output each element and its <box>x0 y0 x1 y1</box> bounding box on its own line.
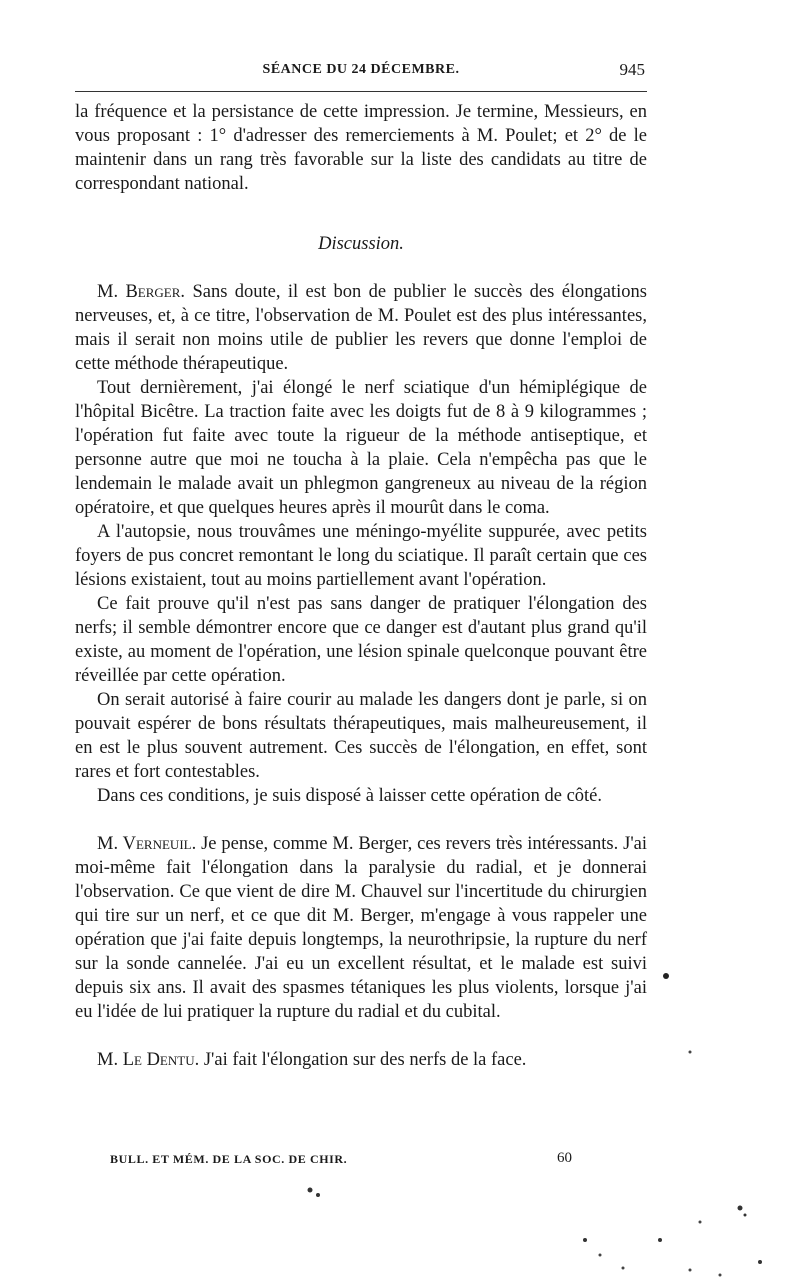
speaker-name: M. Le Dentu. <box>97 1050 200 1070</box>
paragraph: Tout dernièrement, j'ai élongé le nerf sciatique d'un hémiplégique de l'hôpital Bicêtre. La traction faite avec les doigts fut de 8 à 9 kilogrammes ; l'opération fut faite avec toute la rigueur de la méthode antiseptique, et personne autre que moi ne toucha à la plaie. Cela n'empêcha pas que le lendemain le malade avait un phlegmon gangreneux au niveau de la région opératoire, et que quelques heures après il mourût dans le coma. <box>75 378 647 518</box>
running-title: SÉANCE DU 24 DÉCEMBRE. <box>262 62 460 77</box>
journal-reference: BULL. ET MÉM. DE LA SOC. DE CHIR. <box>110 1152 348 1166</box>
paragraph-text: Je pense, comme M. Berger, ces revers très intéressants. J'ai moi-même fait l'élongation dans la paralysie du radial, et je donnerai l'observation. Ce que vient de dire M. Chauvel sur l'incertitude du chirurgien qui tire sur un nerf, et ce que dit M. Berger, m'engage à vous rappeler une opération que j'ai faite depuis longtemps, la neurothripsie, la rupture du nerf sur la sonde cannelée. J'ai eu un excellent résultat, et le malade est suivi depuis six ans. Il avait des spasmes tétaniques les plus violents, lorsque j'ai eu l'idée de lui pratiquer la rupture du radial et du cubital. <box>75 834 648 1022</box>
paragraph: Dans ces conditions, je suis disposé à laisser cette opération de côté. <box>97 786 603 806</box>
paragraph-text: J'ai fait l'élongation sur des nerfs de la face. <box>203 1050 527 1070</box>
paragraph-text: Sans doute, il est bon de publier le succès des élongations nerveuses, et, à ce titre, l'observation de M. Poulet est des plus intéressantes, mais il serait non moins utile de publier les revers que donne l'emploi de cette méthode thérapeutique. <box>75 282 647 374</box>
page-number: 945 <box>619 60 645 79</box>
speaker-name: M. Verneuil. <box>97 834 197 854</box>
signature-mark: 60 <box>557 1150 572 1166</box>
paragraph: Ce fait prouve qu'il n'est pas sans danger de pratiquer l'élongation des nerfs; il semble démontrer encore que ce danger est d'autant plus grand qu'il existe, au moment de l'opération, une lésion spinale quelconque pouvant être réveillée par cette opération. <box>75 594 647 686</box>
speaker-name: M. Berger. <box>97 282 186 302</box>
paragraph: On serait autorisé à faire courir au malade les dangers dont je parle, si on pouvait espérer de bons résultats thérapeutiques, mais malheureusement, il en est le plus souvent autrement. Ces succès de l'élongation, en effet, sont rares et fort contestables. <box>75 690 647 782</box>
paragraph: A l'autopsie, nous trouvâmes une méningo-myélite suppurée, avec petits foyers de pus concret remontant le long du sciatique. Il paraît certain que ces lésions existaient, tout au moins partiellement avant l'opération. <box>75 522 647 590</box>
paragraph: la fréquence et la persistance de cette impression. Je termine, Messieurs, en vous proposant : 1° d'adresser des remerciements à M. Poulet; et 2° de le maintenir dans un rang très favorable sur la liste des candidats au titre de correspondant national. <box>75 102 647 194</box>
section-heading: Discussion. <box>318 234 404 254</box>
